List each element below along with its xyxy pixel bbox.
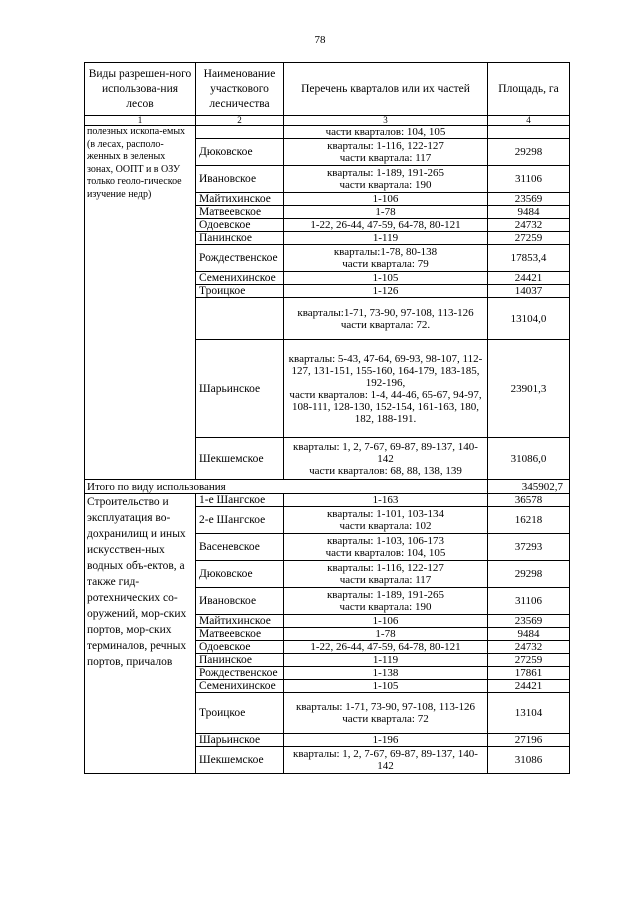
header-forestry-name: Наименование участкового лесничества bbox=[196, 63, 284, 116]
forestry-name-cell: Васеневское bbox=[196, 534, 284, 561]
area-cell: 36578 bbox=[488, 494, 570, 507]
area-cell: 17861 bbox=[488, 667, 570, 680]
quarters-cell: кварталы: 1-116, 122-127 части квартала: 117 bbox=[284, 139, 488, 166]
quarters-cell: кварталы: 1-116, 122-127 части квартала: 117 bbox=[284, 561, 488, 588]
quarters-cell: кварталы:1-71, 73-90, 97-108, 113-126 части квартала: 72. bbox=[284, 298, 488, 340]
column-numbers-row bbox=[85, 116, 570, 126]
area-cell: 24421 bbox=[488, 680, 570, 693]
forestry-name-cell: Рождественское bbox=[196, 245, 284, 272]
forestry-name-cell: Семенихинское bbox=[196, 680, 284, 693]
area-cell: 31106 bbox=[488, 588, 570, 615]
area-cell: 29298 bbox=[488, 561, 570, 588]
forestry-name-cell: Майтихинское bbox=[196, 615, 284, 628]
forestry-name-cell: Шекшемское bbox=[196, 747, 284, 774]
quarters-cell: 1-78 bbox=[284, 628, 488, 641]
quarters-cell: 1-196 bbox=[284, 734, 488, 747]
column-number: 4 bbox=[488, 116, 570, 126]
area-cell bbox=[488, 126, 570, 139]
use-type-cell: полезных ископа-емых (в лесах, располо-женных в зеленых зонах, ООПТ и в ОЗУ только геоло-гическое изучение недр) bbox=[85, 126, 196, 480]
forestry-name-cell: Дюковское bbox=[196, 561, 284, 588]
header-area: Площадь, га bbox=[488, 63, 570, 116]
total-value: 345902,7 bbox=[488, 480, 570, 494]
forestry-name-cell: Троицкое bbox=[196, 693, 284, 734]
page-number: 78 bbox=[314, 34, 326, 46]
table-row bbox=[85, 494, 570, 507]
area-cell: 17853,4 bbox=[488, 245, 570, 272]
quarters-cell: части кварталов: 104, 105 bbox=[284, 126, 488, 139]
quarters-cell: 1-22, 26-44, 47-59, 64-78, 80-121 bbox=[284, 641, 488, 654]
forestry-name-cell bbox=[196, 298, 284, 340]
quarters-cell: 1-163 bbox=[284, 494, 488, 507]
table-row bbox=[85, 126, 570, 139]
total-label: Итого по виду использования bbox=[85, 480, 488, 494]
area-cell: 23569 bbox=[488, 615, 570, 628]
quarters-cell: кварталы: 5-43, 47-64, 69-93, 98-107, 112-127, 131-151, 155-160, 164-179, 183-185, 192-196, части кварталов: 1-4, 44-46, 65-67, 94-97, 108-111, 128-130, 152-154, 161-163, 180, 182, 188-191. bbox=[284, 340, 488, 438]
column-number: 1 bbox=[85, 116, 196, 126]
quarters-cell: кварталы: 1, 2, 7-67, 69-87, 89-137, 140-142 bbox=[284, 747, 488, 774]
area-cell: 14037 bbox=[488, 285, 570, 298]
quarters-cell: 1-106 bbox=[284, 193, 488, 206]
column-number: 2 bbox=[196, 116, 284, 126]
forestry-name-cell: Панинское bbox=[196, 654, 284, 667]
forestry-name-cell: Матвеевское bbox=[196, 628, 284, 641]
use-type-cell: Строительство и эксплуатация во-дохранилищ и иных искусствен-ных водных объ-ектов, а также гид-ротехнических со-оружений, мор-ских портов, мор-ских терминалов, речных портов, причалов bbox=[85, 494, 196, 774]
area-cell: 23901,3 bbox=[488, 340, 570, 438]
area-cell: 24732 bbox=[488, 641, 570, 654]
forestry-name-cell: Рождественское bbox=[196, 667, 284, 680]
quarters-cell: кварталы:1-78, 80-138 части квартала: 79 bbox=[284, 245, 488, 272]
area-cell: 27259 bbox=[488, 654, 570, 667]
area-cell: 24421 bbox=[488, 272, 570, 285]
quarters-cell: 1-105 bbox=[284, 680, 488, 693]
forestry-name-cell: Семенихинское bbox=[196, 272, 284, 285]
quarters-cell: кварталы: 1-101, 103-134 части квартала: 102 bbox=[284, 507, 488, 534]
quarters-cell: 1-106 bbox=[284, 615, 488, 628]
area-cell: 9484 bbox=[488, 206, 570, 219]
forest-use-table bbox=[84, 62, 570, 774]
area-cell: 27196 bbox=[488, 734, 570, 747]
forestry-name-cell: Шарьинское bbox=[196, 734, 284, 747]
header-quarters-list: Перечень кварталов или их частей bbox=[284, 63, 488, 116]
quarters-cell: 1-78 bbox=[284, 206, 488, 219]
forestry-name-cell: Дюковское bbox=[196, 139, 284, 166]
forestry-name-cell: Панинское bbox=[196, 232, 284, 245]
area-cell: 13104 bbox=[488, 693, 570, 734]
quarters-cell: кварталы: 1-189, 191-265 части квартала: 190 bbox=[284, 588, 488, 615]
forestry-name-cell: Одоевское bbox=[196, 219, 284, 232]
forestry-name-cell: Матвеевское bbox=[196, 206, 284, 219]
total-row bbox=[85, 480, 570, 494]
quarters-cell: 1-138 bbox=[284, 667, 488, 680]
area-cell: 31086 bbox=[488, 747, 570, 774]
forestry-name-cell: Троицкое bbox=[196, 285, 284, 298]
quarters-cell: кварталы: 1-189, 191-265 части квартала: 190 bbox=[284, 166, 488, 193]
quarters-cell: 1-119 bbox=[284, 232, 488, 245]
forestry-name-cell: Шарьинское bbox=[196, 340, 284, 438]
area-cell: 31106 bbox=[488, 166, 570, 193]
forestry-name-cell bbox=[196, 126, 284, 139]
forestry-name-cell: Одоевское bbox=[196, 641, 284, 654]
area-cell: 31086,0 bbox=[488, 438, 570, 480]
quarters-cell: кварталы: 1-71, 73-90, 97-108, 113-126 части квартала: 72 bbox=[284, 693, 488, 734]
area-cell: 23569 bbox=[488, 193, 570, 206]
forestry-name-cell: 1-е Шангское bbox=[196, 494, 284, 507]
area-cell: 9484 bbox=[488, 628, 570, 641]
forestry-name-cell: Майтихинское bbox=[196, 193, 284, 206]
quarters-cell: 1-119 bbox=[284, 654, 488, 667]
forestry-name-cell: Ивановское bbox=[196, 588, 284, 615]
area-cell: 13104,0 bbox=[488, 298, 570, 340]
header-row bbox=[85, 63, 570, 116]
area-cell: 24732 bbox=[488, 219, 570, 232]
area-cell: 29298 bbox=[488, 139, 570, 166]
area-cell: 27259 bbox=[488, 232, 570, 245]
column-number: 3 bbox=[284, 116, 488, 126]
forestry-name-cell: Ивановское bbox=[196, 166, 284, 193]
forestry-name-cell: 2-е Шангское bbox=[196, 507, 284, 534]
quarters-cell: 1-126 bbox=[284, 285, 488, 298]
quarters-cell: 1-105 bbox=[284, 272, 488, 285]
forestry-name-cell: Шекшемское bbox=[196, 438, 284, 480]
area-cell: 37293 bbox=[488, 534, 570, 561]
quarters-cell: 1-22, 26-44, 47-59, 64-78, 80-121 bbox=[284, 219, 488, 232]
quarters-cell: кварталы: 1-103, 106-173 части кварталов: 104, 105 bbox=[284, 534, 488, 561]
quarters-cell: кварталы: 1, 2, 7-67, 69-87, 89-137, 140-142 части кварталов: 68, 88, 138, 139 bbox=[284, 438, 488, 480]
header-use-type: Виды разрешен-ного использова-ния лесов bbox=[85, 63, 196, 116]
area-cell: 16218 bbox=[488, 507, 570, 534]
